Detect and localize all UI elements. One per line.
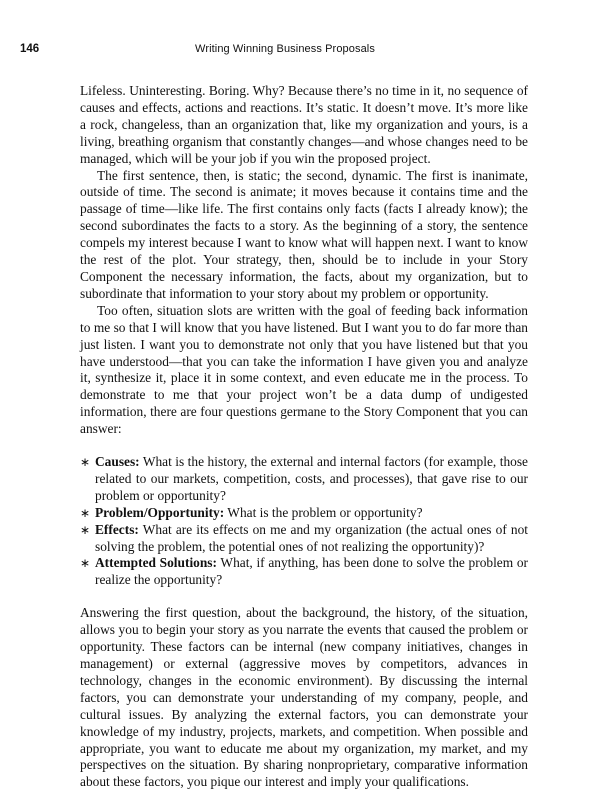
questions-list (80, 454, 528, 589)
question-text: What is the history, the external and internal factors (for example, those related to our markets, competition, costs, and processes), that gave rise to our problem or opportunity? (95, 454, 528, 503)
paragraph-too-often: Too often, situation slots are written with the goal of feeding back information to me so that I will know that you have listened. But I want you to do far more than just listen. I want you to demonstrate not only that you have listened but that you have understood—that you can take the information I have given you and analyze it, synthesize it, place it in some context, and even educate me in the process. To demonstrate to me that your project won’t be a data dump of undigested information, there are four questions germane to the Story Component that you can answer: (80, 302, 528, 437)
list-item-attempted-solutions (80, 555, 528, 589)
book-title: Writing Winning Business Proposals (195, 43, 375, 55)
question-text: What, if anything, has been done to solve the problem or realize the opportunity? (95, 555, 528, 588)
question-text: What are its effects on me and my organization (the actual ones of not solving the problem, the potential ones of not realizing the opportunity)? (95, 521, 528, 554)
bullet-icon: ∗ (80, 556, 91, 571)
paragraph-answering: Answering the first question, about the background, the history, of the situation, allows you to begin your story as you narrate the events that caused the problem or opportunity. These factors can be internal (new company initiatives, changes in management) or external (aggressive moves by competitors, advances in technology, changes in the economic environment). By discussing the internal factors, you can demonstrate your understanding of my company, people, and cultural issues. By analyzing the external factors, you can demonstrate your knowledge of my industry, projects, markets, and competition. When possible and appropriate, you want to educate me about my organization, my market, and my perspectives on the situation. By sharing nonproprietary, comparative information about these factors, you pique our interest and imply your qualifications. (80, 605, 528, 790)
bullet-icon: ∗ (80, 455, 91, 470)
body-text (80, 83, 528, 791)
question-text: What is the problem or opportunity? (224, 504, 423, 520)
list-item-problem-opportunity (80, 505, 528, 522)
page-number: 146 (20, 43, 40, 55)
running-head (20, 40, 550, 60)
question-label: Problem/Opportunity: (95, 504, 225, 520)
paragraph-lifeless: Lifeless. Uninteresting. Boring. Why? Because there’s no time in it, no sequence of causes and effects, actions and reactions. It’s static. It doesn’t move. It’s more like a rock, changeless, than an organization that, like my organization and yours, is a living, breathing organism that constantly changes—and whose changes need to be managed, which will be your job if you win the proposed project. (80, 83, 528, 166)
question-label: Attempted Solutions: (95, 555, 217, 571)
bullet-icon: ∗ (80, 522, 91, 537)
list-item-effects (80, 522, 528, 556)
question-label: Effects: (95, 521, 139, 537)
bullet-icon: ∗ (80, 505, 91, 520)
list-item-causes (80, 454, 528, 505)
paragraph-first-sentence: The first sentence, then, is static; the second, dynamic. The first is inanimate, outside of time. The second is animate; it moves because it contains time and the passage of time—like life. The first contains only facts (facts I already know); the second subordinates the facts to a story. As the beginning of a story, the sentence compels my interest because I want to know what will happen next. I want to know the rest of the plot. Your strategy, then, should be to include in your Story Component the necessary information, the facts, about my organization, but to subordinate that information to your story about my problem or opportunity. (80, 167, 528, 301)
question-label: Causes: (95, 454, 140, 470)
